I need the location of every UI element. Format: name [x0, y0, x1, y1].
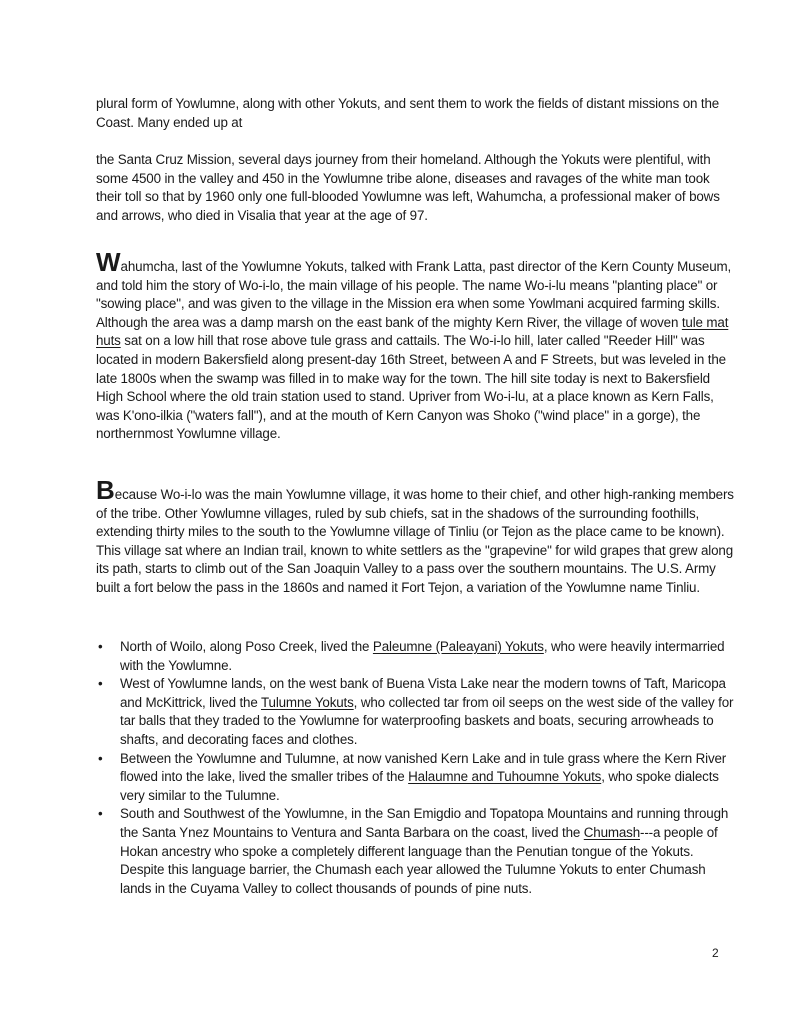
bullet-icon: •	[98, 750, 103, 766]
bullet-icon: •	[98, 639, 103, 654]
list-item-text: West of Yowlumne lands, on the west bank of Buena Vista Lake near the modern towns of Taft, Maricopa and McKittrick, lived the	[120, 676, 726, 710]
list-item-text: , who were heavily intermarried with the Yowlumne.	[120, 639, 725, 673]
list-item-text: , who collected tar from oil seeps on the west side of the valley for tar balls that they traded to the Yowlumne for waterproofing baskets and boats, securing arrowheads to shafts, and decorating faces and clothes.	[120, 694, 734, 747]
drop-cap: B	[96, 475, 115, 505]
list-item-text: , who spoke dialects very similar to the Tulumne.	[120, 769, 719, 803]
list-item-text: North of Woilo, along Poso Creek, lived the	[120, 639, 373, 654]
list-item	[96, 638, 736, 675]
paragraph-text: the Santa Cruz Mission, several days journey from their homeland. Although the Yokuts were plentiful, with some 4500 in the valley and 450 in the Yowlumne tribe alone, diseases and ravages of the white man took their toll so that by 1960 only one full-blooded Yowlumne was left, Wahumcha, a professional maker of bows and arrows, who died in Visalia that year at the age of 97.	[96, 152, 720, 223]
list-item	[96, 750, 736, 806]
continuation-paragraph-part1	[96, 95, 736, 132]
link-halaumne-tuhoumne-yokuts[interactable]: Halaumne and Tuhoumne Yokuts	[408, 769, 602, 785]
page-number: 2	[712, 946, 719, 960]
continuation-paragraph-part2	[96, 151, 736, 225]
bullet-icon: •	[98, 676, 103, 692]
list-item-text: South and Southwest of the Yowlumne, in the San Emigdio and Topatopa Mountains and running through the Santa Ynez Mountains to Ventura and Santa Barbara on the coast, lived the	[120, 806, 729, 840]
tribe-bullet-list	[96, 638, 736, 898]
list-item-text: Between the Yowlumne and Tulumne, at now vanished Kern Lake and in tule grass where the Kern River flowed into the lake, lived the smaller tribes of the	[120, 750, 727, 785]
paragraph-text: sat on a low hill that rose above tule grass and cattails. The Wo-i-lo hill, later called "Reeder Hill" was located in modern Bakersfield along present-day 16th Street, between A and F Streets, but was leveled in the late 1800s when the swamp was filled in to make way for the town. The hill site today is next to Bakersfield High School where the old train station used to stand. Upriver from Wo-i-lu, at a place known as Kern Falls, was K'ono-ilkia ("waters fall"), and at the mouth of Kern Canyon was Shoko ("wind place" in a gorge), the northernmost Yowlumne village.	[96, 333, 726, 442]
list-item-text: ---a people of Hokan ancestry who spoke a completely different language than the Penutian tongue of the Yokuts. Despite this language barrier, the Chumash each year allowed the Tulumne Yokuts to enter Chumash lands in the Cuyama Valley to collect thousands of pounds of pine nuts.	[120, 824, 718, 896]
link-tulumne-yokuts[interactable]: Tulumne Yokuts	[260, 694, 354, 710]
drop-cap: W	[96, 247, 121, 277]
link-paleumne-yokuts[interactable]: Paleumne (Paleayani) Yokuts	[372, 639, 544, 654]
link-tule-mat-huts[interactable]: tule mat huts	[96, 314, 729, 349]
paragraph-text: plural form of Yowlumne, along with other Yokuts, and sent them to work the fields of distant missions on the Coast. Many ended up at	[96, 96, 720, 130]
bullet-icon: •	[98, 806, 103, 822]
list-item	[96, 675, 736, 749]
wahumcha-paragraph	[96, 247, 736, 444]
link-chumash[interactable]: Chumash	[583, 824, 641, 840]
paragraph-text: ecause Wo-i-lo was the main Yowlumne village, it was home to their chief, and other high-ranking members of the tribe. Other Yowlumne villages, ruled by sub chiefs, sat in the shadows of the surrounding foothills, extending thirty miles to the south to the Yowlumne village of Tinliu (or Tejon as the place came to be known). This village sat where an Indian trail, known to white settlers as the "grapevine" for wild grapes that grew along its path, starts to climb out of the San Joaquin Valley to a pass over the southern mountains. The U.S. Army built a fort below the pass in the 1860s and named it Fort Tejon, a variation of the Yowlumne name Tinliu.	[96, 487, 734, 595]
because-paragraph	[96, 475, 736, 598]
paragraph-text: ahumcha, last of the Yowlumne Yokuts, talked with Frank Latta, past director of the Kern County Museum, and told him the story of Wo-i-lo, the main village of his people. The name Wo-i-lu means "planting place" or "sowing place", and was given to the village in the Mission era when some Yowlmani acquired farming skills. Although the area was a damp marsh on the east bank of the mighty Kern River, the village of woven	[96, 259, 732, 330]
list-item	[96, 805, 736, 898]
